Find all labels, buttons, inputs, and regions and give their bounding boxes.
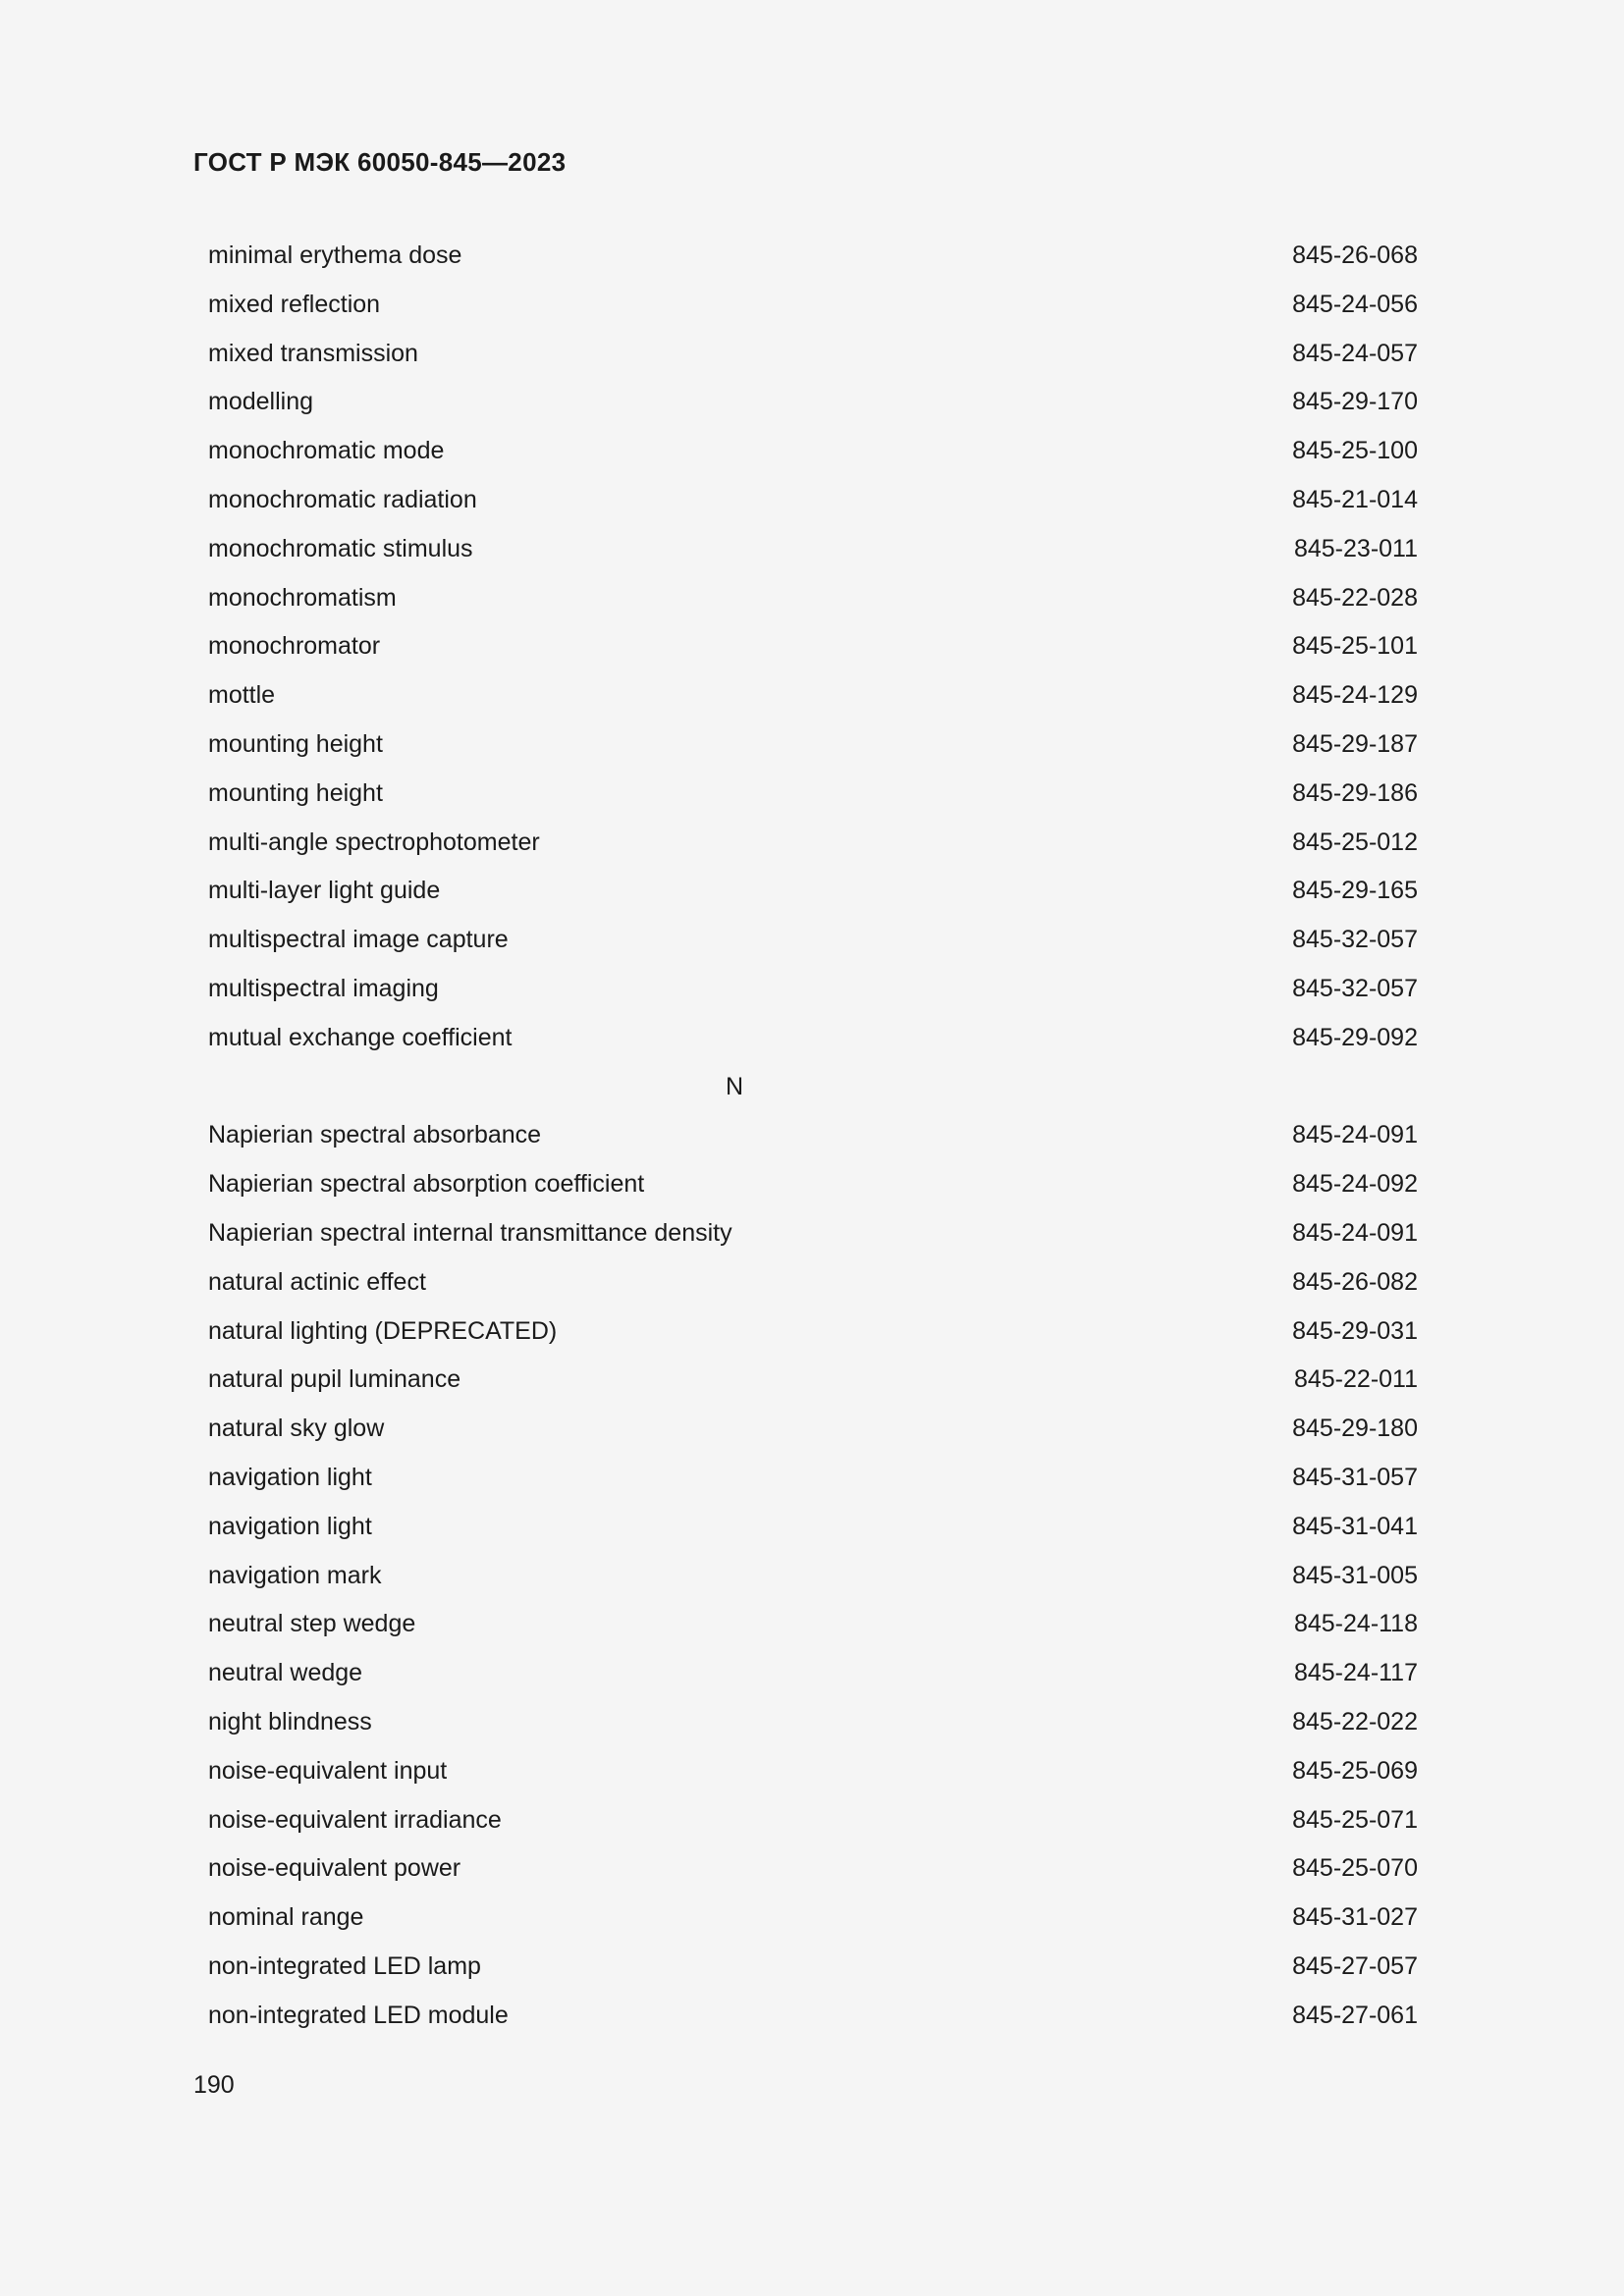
- index-entry: [208, 1014, 1418, 1063]
- index-code: 845-29-180: [1292, 1415, 1418, 1443]
- index-term: multi-layer light guide: [208, 877, 441, 905]
- index-code: 845-29-187: [1292, 729, 1418, 758]
- index-code: 845-31-057: [1292, 1463, 1418, 1491]
- index-code: 845-24-092: [1292, 1170, 1418, 1199]
- index-entry: [208, 671, 1418, 721]
- index-entry: [208, 1258, 1418, 1308]
- index-entry: [208, 1747, 1418, 1796]
- index-code: 845-27-061: [1292, 2001, 1418, 2029]
- index-entry: [208, 1503, 1418, 1552]
- index-term: noise-equivalent irradiance: [208, 1805, 502, 1834]
- index-code: 845-24-118: [1293, 1610, 1418, 1638]
- index-code: 845-22-028: [1292, 583, 1418, 612]
- index-term: nominal range: [208, 1903, 364, 1932]
- index-term: monochromatic mode: [208, 437, 445, 465]
- index-term: non-integrated LED lamp: [208, 1951, 481, 1980]
- index-term: mixed reflection: [208, 290, 381, 318]
- index-entry: [208, 281, 1418, 330]
- index-entry: [208, 1943, 1418, 1992]
- index-entry: [208, 427, 1418, 476]
- index-code: 845-25-100: [1292, 437, 1418, 465]
- index-code: 845-29-165: [1292, 877, 1418, 905]
- index-term: monochromatism: [208, 583, 397, 612]
- index-code: 845-31-027: [1292, 1903, 1418, 1932]
- index-code: 845-29-186: [1292, 778, 1418, 807]
- index-term: neutral wedge: [208, 1659, 363, 1687]
- index-term: navigation mark: [208, 1561, 382, 1589]
- index-term: navigation light: [208, 1512, 372, 1540]
- index-term: mottle: [208, 681, 276, 710]
- index-entry: [208, 1600, 1418, 1649]
- index-entry: [208, 1894, 1418, 1943]
- index-code: 845-31-005: [1292, 1561, 1418, 1589]
- index-code: 845-26-068: [1292, 241, 1418, 269]
- index-code: 845-27-057: [1292, 1951, 1418, 1980]
- document-header: ГОСТ Р МЭК 60050-845—2023: [193, 147, 567, 177]
- index-entry: [208, 330, 1418, 379]
- index-entry: [208, 1209, 1418, 1258]
- index-code: 845-24-056: [1292, 290, 1418, 318]
- index-term: Napierian spectral internal transmittance density: [208, 1218, 732, 1247]
- index-code: 845-23-011: [1293, 534, 1418, 562]
- index-code: 845-32-057: [1292, 926, 1418, 954]
- index-term: minimal erythema dose: [208, 241, 462, 269]
- index-term: mixed transmission: [208, 339, 418, 367]
- index-code: 845-24-057: [1292, 339, 1418, 367]
- index-entry: [208, 476, 1418, 525]
- index-term: noise-equivalent power: [208, 1854, 461, 1883]
- index-entry: [208, 819, 1418, 868]
- index-term: mounting height: [208, 729, 383, 758]
- index-entry: [208, 1111, 1418, 1160]
- index-code: 845-29-170: [1292, 388, 1418, 416]
- index-term: multispectral image capture: [208, 926, 509, 954]
- index-entry: [208, 770, 1418, 819]
- index-code: 845-22-011: [1293, 1365, 1418, 1394]
- index-code: 845-31-041: [1292, 1512, 1418, 1540]
- index-term: Napierian spectral absorption coefficient: [208, 1170, 645, 1199]
- index-term: multispectral imaging: [208, 974, 439, 1002]
- section-letter: N: [726, 1072, 744, 1100]
- index-term: monochromatic radiation: [208, 485, 477, 513]
- index-code: 845-22-022: [1292, 1707, 1418, 1735]
- index-entry: [208, 1356, 1418, 1405]
- index-term: navigation light: [208, 1463, 372, 1491]
- index-entry: [208, 525, 1418, 574]
- index-code: 845-25-069: [1292, 1756, 1418, 1785]
- index-term: natural actinic effect: [208, 1267, 426, 1296]
- index-code: 845-26-082: [1292, 1267, 1418, 1296]
- index-entry: [208, 965, 1418, 1014]
- index-term: mutual exchange coefficient: [208, 1023, 513, 1051]
- index-code: 845-24-091: [1292, 1121, 1418, 1149]
- index-entry: [208, 867, 1418, 916]
- index-term: night blindness: [208, 1707, 372, 1735]
- index-entry: [208, 1405, 1418, 1454]
- index-code: 845-32-057: [1292, 974, 1418, 1002]
- index-term: monochromatic stimulus: [208, 534, 473, 562]
- index-term: natural lighting (DEPRECATED): [208, 1316, 558, 1345]
- index-term: noise-equivalent input: [208, 1756, 448, 1785]
- index-term: natural sky glow: [208, 1415, 385, 1443]
- index-entry: [208, 574, 1418, 623]
- index-term: non-integrated LED module: [208, 2001, 509, 2029]
- index-code: 845-25-101: [1292, 632, 1418, 661]
- index-entry: [208, 1796, 1418, 1845]
- index-code: 845-25-071: [1292, 1805, 1418, 1834]
- index-entry: [208, 916, 1418, 965]
- index-code: 845-21-014: [1292, 485, 1418, 513]
- index-entry: [208, 378, 1418, 427]
- index-term: multi-angle spectrophotometer: [208, 828, 540, 856]
- index-term: mounting height: [208, 778, 383, 807]
- index-code: 845-24-091: [1292, 1218, 1418, 1247]
- index-entry: [208, 1454, 1418, 1503]
- section-heading: [208, 1063, 1418, 1112]
- index-entry: [208, 721, 1418, 770]
- index-entry: [208, 1698, 1418, 1747]
- index-term: Napierian spectral absorbance: [208, 1121, 542, 1149]
- index-entry: [208, 1552, 1418, 1601]
- index-code: 845-29-031: [1292, 1316, 1418, 1345]
- index-entry: [208, 1649, 1418, 1698]
- index-term: natural pupil luminance: [208, 1365, 461, 1394]
- index-entry: [208, 622, 1418, 671]
- index-entry: [208, 1844, 1418, 1894]
- term-index: [208, 232, 1418, 2040]
- index-code: 845-24-129: [1292, 681, 1418, 710]
- index-code: 845-25-012: [1292, 828, 1418, 856]
- index-code: 845-25-070: [1292, 1854, 1418, 1883]
- index-term: monochromator: [208, 632, 381, 661]
- page-number: 190: [193, 2071, 235, 2099]
- index-entry: [208, 1160, 1418, 1209]
- index-entry: [208, 232, 1418, 281]
- index-code: 845-24-117: [1293, 1659, 1418, 1687]
- index-term: neutral step wedge: [208, 1610, 416, 1638]
- index-entry: [208, 1308, 1418, 1357]
- index-code: 845-29-092: [1292, 1023, 1418, 1051]
- index-entry: [208, 1992, 1418, 2041]
- index-term: modelling: [208, 388, 314, 416]
